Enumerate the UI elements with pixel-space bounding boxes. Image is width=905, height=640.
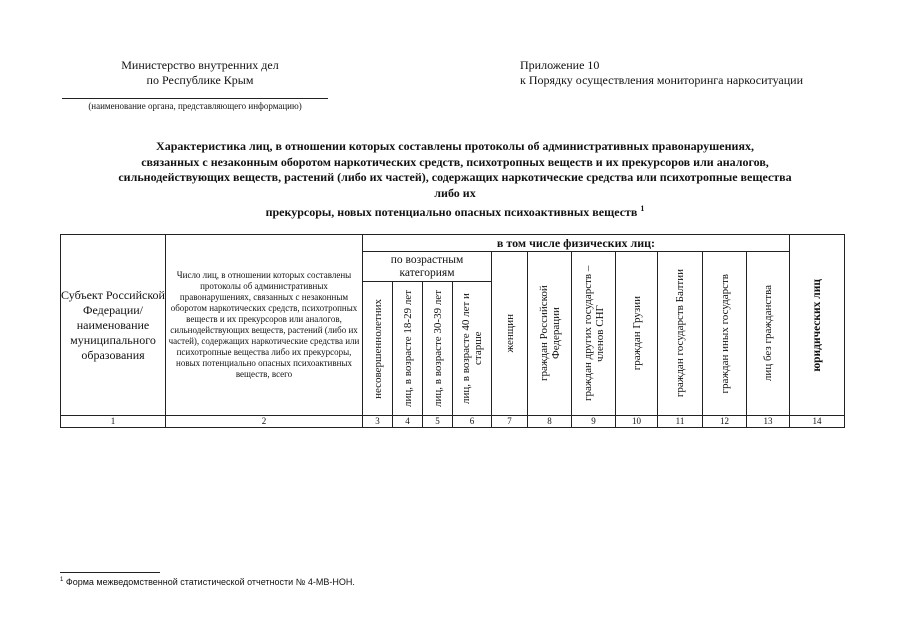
- title-line-4: [110, 201, 800, 221]
- column-number: 1: [61, 416, 166, 428]
- document-title: [110, 139, 800, 221]
- ministry-line-1: Министерство внутренних дел: [121, 58, 279, 72]
- header-physical-persons: в том числе физических лиц:: [363, 235, 790, 252]
- column-number: 5: [423, 416, 453, 428]
- header-cis-citizens: [572, 252, 616, 416]
- column-number: 8: [528, 416, 572, 428]
- header-age-40-plus-label: лиц, в возрасте 40 лет и старше: [460, 293, 484, 404]
- title-footnote-mark: 1: [640, 204, 645, 213]
- ministry-name: [100, 58, 300, 88]
- header-stateless-label: лиц без гражданства: [762, 285, 774, 382]
- ministry-line-2: по Республике Крым: [146, 73, 254, 87]
- appendix-line-2: к Порядку осуществления мониторинга наркоситуации: [520, 73, 804, 87]
- header-subject: Субъект Российской Федерации/ наименование муниципального образования: [61, 235, 166, 416]
- header-total-count: Число лиц, в отношении которых составлены протоколы об административных правонарушениях, связанных с незаконным оборотом наркотических средств, психотропных веществ и их прекурсоров или аналогов, сильнодействующих веществ, растений (либо их частей), содержащих наркотические средства или психотропные вещества либо их прекурсоры, новых потенциально опасных психоактивных веществ, всего: [166, 235, 363, 416]
- column-number: 3: [363, 416, 393, 428]
- footnote-mark: 1: [60, 577, 64, 583]
- column-number: 7: [492, 416, 528, 428]
- column-numbers-row: [61, 416, 845, 428]
- column-number: 13: [747, 416, 790, 428]
- column-number: 2: [166, 416, 363, 428]
- header-other-citizens: [703, 252, 747, 416]
- org-underline: [62, 98, 328, 99]
- header-women: [492, 252, 528, 416]
- header-age-40-plus: [453, 282, 492, 416]
- column-number: 6: [453, 416, 492, 428]
- title-line-1: Характеристика лиц, в отношении которых составлены протоколы об административных правонарушениях,: [156, 139, 754, 153]
- header-georgia-citizens-label: граждан Грузии: [630, 296, 643, 371]
- header-minors: [363, 282, 393, 416]
- column-number: 4: [393, 416, 423, 428]
- footnote-text: Форма межведомственной статистической отчетности № 4-МВ-НОН.: [65, 577, 355, 587]
- title-line-2: связанных с незаконным оборотом наркотических средств, психотропных веществ и их прекурсоров или аналогов,: [141, 154, 769, 169]
- org-caption: (наименование органа, представляющего информацию): [88, 101, 302, 111]
- appendix-note: [520, 58, 850, 88]
- column-number: 10: [616, 416, 658, 428]
- header-baltic-citizens-label: граждан государств Балтии: [674, 269, 686, 398]
- appendix-line-1: Приложение 10: [520, 58, 600, 72]
- header-cis-citizens-label: граждан других государств – членов СНГ: [581, 265, 606, 402]
- header-age-18-29: [393, 282, 423, 416]
- column-number: 12: [703, 416, 747, 428]
- header-age-group: по возрастным категориям: [363, 252, 492, 282]
- header-minors-label: несовершеннолетних: [371, 298, 384, 399]
- column-number: 11: [658, 416, 703, 428]
- report-table: [60, 234, 845, 428]
- header-georgia-citizens: [616, 252, 658, 416]
- header-age-30-39-label: лиц, в возрасте 30-39 лет: [431, 290, 444, 407]
- header-age-18-29-label: лиц, в возрасте 18-29 лет: [401, 290, 414, 407]
- header-women-label: женщин: [503, 314, 516, 353]
- title-line-4-text: прекурсоры, новых потенциально опасных психоактивных веществ: [265, 205, 638, 219]
- header-legal-entities-label: юридических лиц: [811, 278, 823, 372]
- header-legal-entities: [790, 235, 845, 416]
- column-number: 14: [790, 416, 845, 428]
- footnote-separator: [60, 572, 160, 573]
- header-rf-citizens-label: граждан Российской Федерации: [537, 285, 562, 382]
- header-rf-citizens: [528, 252, 572, 416]
- column-number: 9: [572, 416, 616, 428]
- header-age-30-39: [423, 282, 453, 416]
- header-stateless: [747, 252, 790, 416]
- header-baltic-citizens: [658, 252, 703, 416]
- footnote: [60, 577, 355, 587]
- title-line-3: сильнодействующих веществ, растений (либо их частей), содержащих наркотические средства или психотропные вещества либо их: [118, 170, 792, 200]
- header-other-citizens-label: граждан иных государств: [718, 273, 731, 394]
